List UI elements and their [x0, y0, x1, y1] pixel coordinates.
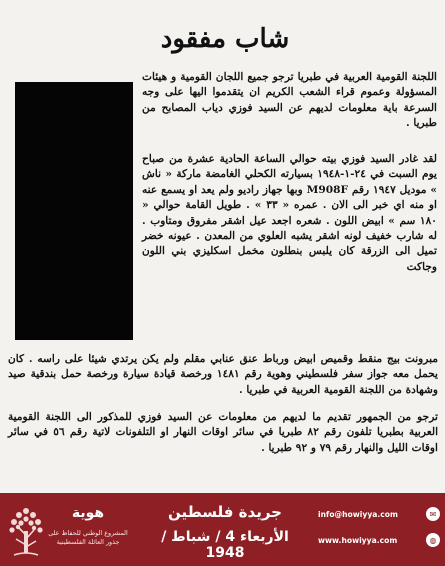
brand-name: هوية — [71, 505, 105, 521]
howiyya-logo[interactable] — [6, 499, 128, 561]
globe-icon: ◍ — [426, 533, 440, 547]
website-address[interactable]: www.howiyya.com — [318, 535, 398, 545]
brand-tagline: المشروع الوطني للحفاظ على جذور العائلة الفلسطينية — [48, 529, 128, 546]
tree-logo-icon — [6, 501, 46, 559]
source-info — [150, 503, 300, 561]
website-contact[interactable] — [318, 533, 440, 547]
article-headline: شاب مفقود — [160, 24, 290, 54]
missing-person-photo — [15, 82, 133, 340]
email-contact[interactable] — [318, 507, 440, 521]
article-paragraph-4: ترجو من الجمهور تقديم ما لديهم من معلومات عن السيد فوزي للمذكور الى اللجنة القومية العربية بطبريا تلفون رقم ٨٢ طبريا في سائر اوقات النهار او التلفونات لاتية رقم ٥٦ في سائر اوقات الليل والنهار رقم ٧٩ و ٩٢ طبريا . — [8, 411, 439, 454]
envelope-icon: ✉ — [426, 507, 440, 521]
email-address[interactable]: info@howiyya.com — [318, 509, 398, 519]
article-paragraph-2: لقد غادر السيد فوزي بيته حوالي الساعة الحادية عشرة من صباح يوم السبت في ٢٤-١-١٩٤٨ بسيارته الكحلي الغامضة ماركة « ناش » موديل ١٩٤٧ رقم M908F وبها جهاز راديو ولم يعد او يسمع عنه او منه اي خبر الى الان . عمره « ٣٣ » . طويل القامة حوالي « ١٨٠ سم » ابيض اللون . شعره اجعد عيل اشقر مفروق ومتاوب . له شارب خفيف لونه اشقر يشبه العلوي من المعدن . عيونه خضر تميل الى الزرقة كان يلبس بنطلون مخمل اسكليزي بني اللون وجاكت — [142, 153, 438, 273]
publication-date: الأربعاء 4 / شباط / 1948 — [161, 529, 289, 561]
footer-bar — [0, 493, 445, 566]
contact-info — [318, 507, 440, 559]
article-paragraph-3: مبرونت بيج منقط وقميص ابيض ورباط عنق عنابي مقلم ولم يكن يرتدي شيئا على راسه . كان يحمل معه جواز سفر فلسطيني وهوية رقم ١٤٨١ ورخصة قيادة سيارة ورخصة حمل بندقية صيد وشهادة من اللجنة القومية العربية في طبريا . — [8, 353, 438, 396]
newspaper-name: جريدة فلسطين — [168, 503, 282, 521]
article-paragraph-1: اللجنة القومية العربية في طبريا ترجو جميع اللجان القومية و هيئات المسؤولة وعموم قراء الشعب الكريم ان يتقدموا اليها على وجه السرعة باية معلومات لديهم عن السيد فوزي دياب المصابح من طبريا . — [142, 71, 437, 130]
